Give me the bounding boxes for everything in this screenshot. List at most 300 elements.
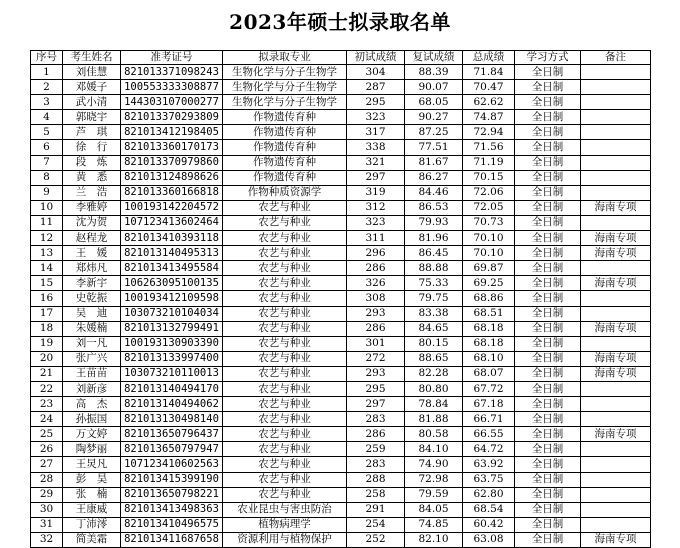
index-cell: 23: [31, 397, 63, 412]
study-mode-cell: 全日制: [515, 321, 581, 336]
index-cell: 18: [31, 321, 63, 336]
initial-score-cell: 286: [347, 261, 405, 276]
remarks-cell: 海南专项: [581, 200, 651, 215]
retest-score-cell: 83.38: [405, 306, 463, 321]
name-cell: 简美霜: [63, 532, 121, 547]
table-row: [31, 291, 651, 306]
retest-score-cell: 79.93: [405, 215, 463, 230]
name-cell: 王 媛: [63, 246, 121, 261]
col-header-remarks: 备注: [581, 51, 651, 65]
index-cell: 27: [31, 457, 63, 472]
initial-score-cell: 338: [347, 140, 405, 155]
study-mode-cell: 全日制: [515, 276, 581, 291]
major-cell: 农艺与种业: [223, 427, 347, 442]
retest-score-cell: 75.33: [405, 276, 463, 291]
remarks-cell: 海南专项: [581, 351, 651, 366]
initial-score-cell: 286: [347, 427, 405, 442]
initial-score-cell: 326: [347, 276, 405, 291]
remarks-cell: [581, 80, 651, 95]
index-cell: 16: [31, 291, 63, 306]
remarks-cell: [581, 442, 651, 457]
initial-score-cell: 323: [347, 110, 405, 125]
remarks-cell: [581, 472, 651, 487]
table-row: [31, 155, 651, 170]
name-cell: 芦 琪: [63, 125, 121, 140]
total-score-cell: 72.06: [463, 185, 515, 200]
total-score-cell: 71.84: [463, 65, 515, 80]
table-row: [31, 231, 651, 246]
name-cell: 张广兴: [63, 351, 121, 366]
index-cell: 26: [31, 442, 63, 457]
major-cell: 生物化学与分子生物学: [223, 65, 347, 80]
study-mode-cell: 全日制: [515, 412, 581, 427]
study-mode-cell: 全日制: [515, 291, 581, 306]
major-cell: 作物遗传育种: [223, 170, 347, 185]
retest-score-cell: 84.10: [405, 442, 463, 457]
study-mode-cell: 全日制: [515, 110, 581, 125]
retest-score-cell: 68.05: [405, 95, 463, 110]
remarks-cell: [581, 457, 651, 472]
study-mode-cell: 全日制: [515, 487, 581, 502]
initial-score-cell: 323: [347, 215, 405, 230]
remarks-cell: [581, 291, 651, 306]
table-row: [31, 532, 651, 547]
exam-id-cell: 100553333308877: [121, 80, 223, 95]
initial-score-cell: 254: [347, 517, 405, 532]
major-cell: 农艺与种业: [223, 200, 347, 215]
total-score-cell: 62.62: [463, 95, 515, 110]
study-mode-cell: 全日制: [515, 200, 581, 215]
initial-score-cell: 293: [347, 366, 405, 381]
remarks-cell: 海南专项: [581, 231, 651, 246]
remarks-cell: [581, 412, 651, 427]
major-cell: 农业昆虫与害虫防治: [223, 502, 347, 517]
initial-score-cell: 321: [347, 155, 405, 170]
name-cell: 段 炼: [63, 155, 121, 170]
index-cell: 1: [31, 65, 63, 80]
major-cell: 农艺与种业: [223, 442, 347, 457]
major-cell: 农艺与种业: [223, 366, 347, 381]
name-cell: 郑炜凡: [63, 261, 121, 276]
study-mode-cell: 全日制: [515, 457, 581, 472]
name-cell: 李新宇: [63, 276, 121, 291]
major-cell: 作物遗传育种: [223, 125, 347, 140]
index-cell: 4: [31, 110, 63, 125]
retest-score-cell: 79.75: [405, 291, 463, 306]
exam-id-cell: 144303107000277: [121, 95, 223, 110]
exam-id-cell: 821013412198405: [121, 125, 223, 140]
initial-score-cell: 296: [347, 246, 405, 261]
exam-id-cell: 821013132799491: [121, 321, 223, 336]
initial-score-cell: 312: [347, 200, 405, 215]
table-row: [31, 502, 651, 517]
remarks-cell: [581, 306, 651, 321]
total-score-cell: 68.51: [463, 306, 515, 321]
study-mode-cell: 全日制: [515, 517, 581, 532]
retest-score-cell: 82.10: [405, 532, 463, 547]
retest-score-cell: 86.45: [405, 246, 463, 261]
remarks-cell: [581, 215, 651, 230]
exam-id-cell: 821013371098243: [121, 65, 223, 80]
major-cell: 植物病理学: [223, 517, 347, 532]
exam-id-cell: 821013140494062: [121, 397, 223, 412]
table-row: [31, 442, 651, 457]
exam-id-cell: 821013140495313: [121, 246, 223, 261]
table-row: [31, 110, 651, 125]
total-score-cell: 69.87: [463, 261, 515, 276]
major-cell: 生物化学与分子生物学: [223, 80, 347, 95]
table-row: [31, 261, 651, 276]
table-row: [31, 246, 651, 261]
major-cell: 农艺与种业: [223, 472, 347, 487]
study-mode-cell: 全日制: [515, 397, 581, 412]
study-mode-cell: 全日制: [515, 532, 581, 547]
major-cell: 农艺与种业: [223, 351, 347, 366]
table-row: [31, 321, 651, 336]
study-mode-cell: 全日制: [515, 472, 581, 487]
initial-score-cell: 317: [347, 125, 405, 140]
exam-id-cell: 100193412109598: [121, 291, 223, 306]
total-score-cell: 69.25: [463, 276, 515, 291]
total-score-cell: 74.87: [463, 110, 515, 125]
major-cell: 农艺与种业: [223, 246, 347, 261]
table-row: [31, 276, 651, 291]
remarks-cell: 海南专项: [581, 366, 651, 381]
remarks-cell: [581, 95, 651, 110]
retest-score-cell: 78.84: [405, 397, 463, 412]
name-cell: 徐 行: [63, 140, 121, 155]
study-mode-cell: 全日制: [515, 231, 581, 246]
study-mode-cell: 全日制: [515, 351, 581, 366]
name-cell: 武小清: [63, 95, 121, 110]
remarks-cell: [581, 170, 651, 185]
total-score-cell: 70.47: [463, 80, 515, 95]
initial-score-cell: 297: [347, 170, 405, 185]
table-row: [31, 351, 651, 366]
study-mode-cell: 全日制: [515, 502, 581, 517]
name-cell: 张 楠: [63, 487, 121, 502]
study-mode-cell: 全日制: [515, 125, 581, 140]
study-mode-cell: 全日制: [515, 381, 581, 396]
remarks-cell: [581, 155, 651, 170]
major-cell: 农艺与种业: [223, 381, 347, 396]
study-mode-cell: 全日制: [515, 427, 581, 442]
total-score-cell: 68.10: [463, 351, 515, 366]
total-score-cell: 60.42: [463, 517, 515, 532]
table-row: [31, 185, 651, 200]
name-cell: 赵程龙: [63, 231, 121, 246]
name-cell: 彭 昊: [63, 472, 121, 487]
exam-id-cell: 821013411687658: [121, 532, 223, 547]
initial-score-cell: 293: [347, 306, 405, 321]
index-cell: 15: [31, 276, 63, 291]
name-cell: 刘一凡: [63, 336, 121, 351]
remarks-cell: 海南专项: [581, 321, 651, 336]
retest-score-cell: 81.67: [405, 155, 463, 170]
initial-score-cell: 304: [347, 65, 405, 80]
exam-id-cell: 821013360166818: [121, 185, 223, 200]
study-mode-cell: 全日制: [515, 442, 581, 457]
remarks-cell: 海南专项: [581, 276, 651, 291]
initial-score-cell: 295: [347, 381, 405, 396]
study-mode-cell: 全日制: [515, 155, 581, 170]
name-cell: 刘佳慧: [63, 65, 121, 80]
remarks-cell: [581, 65, 651, 80]
initial-score-cell: 259: [347, 442, 405, 457]
name-cell: 王炅凡: [63, 457, 121, 472]
remarks-cell: [581, 110, 651, 125]
index-cell: 6: [31, 140, 63, 155]
total-score-cell: 70.73: [463, 215, 515, 230]
major-cell: 农艺与种业: [223, 291, 347, 306]
retest-score-cell: 88.88: [405, 261, 463, 276]
exam-id-cell: 821013650797947: [121, 442, 223, 457]
retest-score-cell: 86.53: [405, 200, 463, 215]
exam-id-cell: 100193130903390: [121, 336, 223, 351]
index-cell: 3: [31, 95, 63, 110]
index-cell: 29: [31, 487, 63, 502]
major-cell: 农艺与种业: [223, 306, 347, 321]
exam-id-cell: 100193142204572: [121, 200, 223, 215]
retest-score-cell: 86.27: [405, 170, 463, 185]
remarks-cell: [581, 397, 651, 412]
total-score-cell: 68.18: [463, 336, 515, 351]
index-cell: 25: [31, 427, 63, 442]
initial-score-cell: 291: [347, 502, 405, 517]
exam-id-cell: 821013413495584: [121, 261, 223, 276]
major-cell: 作物遗传育种: [223, 155, 347, 170]
initial-score-cell: 319: [347, 185, 405, 200]
retest-score-cell: 88.65: [405, 351, 463, 366]
table-row: [31, 427, 651, 442]
table-row: [31, 65, 651, 80]
col-header-initial-score: 初试成绩: [347, 51, 405, 65]
exam-id-cell: 821013360170173: [121, 140, 223, 155]
retest-score-cell: 87.25: [405, 125, 463, 140]
total-score-cell: 72.94: [463, 125, 515, 140]
major-cell: 作物种质资源学: [223, 185, 347, 200]
index-cell: 2: [31, 80, 63, 95]
retest-score-cell: 80.58: [405, 427, 463, 442]
index-cell: 21: [31, 366, 63, 381]
table-row: [31, 125, 651, 140]
retest-score-cell: 90.07: [405, 80, 463, 95]
index-cell: 19: [31, 336, 63, 351]
exam-id-cell: 821013370979860: [121, 155, 223, 170]
table-row: [31, 412, 651, 427]
total-score-cell: 66.55: [463, 427, 515, 442]
name-cell: 王康威: [63, 502, 121, 517]
total-score-cell: 70.10: [463, 231, 515, 246]
initial-score-cell: 295: [347, 95, 405, 110]
name-cell: 郭晓宇: [63, 110, 121, 125]
total-score-cell: 66.71: [463, 412, 515, 427]
col-header-exam-id: 准考证号: [121, 51, 223, 65]
index-cell: 24: [31, 412, 63, 427]
initial-score-cell: 272: [347, 351, 405, 366]
table-row: [31, 381, 651, 396]
total-score-cell: 67.72: [463, 381, 515, 396]
retest-score-cell: 84.46: [405, 185, 463, 200]
name-cell: 李雅婷: [63, 200, 121, 215]
remarks-cell: [581, 517, 651, 532]
remarks-cell: [581, 140, 651, 155]
initial-score-cell: 301: [347, 336, 405, 351]
index-cell: 22: [31, 381, 63, 396]
table-row: [31, 517, 651, 532]
retest-score-cell: 74.90: [405, 457, 463, 472]
retest-score-cell: 80.80: [405, 381, 463, 396]
table-header-row: [31, 51, 651, 65]
table-row: [31, 366, 651, 381]
exam-id-cell: 103073210110013: [121, 366, 223, 381]
retest-score-cell: 74.85: [405, 517, 463, 532]
retest-score-cell: 72.98: [405, 472, 463, 487]
exam-id-cell: 821013415399190: [121, 472, 223, 487]
study-mode-cell: 全日制: [515, 65, 581, 80]
study-mode-cell: 全日制: [515, 306, 581, 321]
index-cell: 14: [31, 261, 63, 276]
total-score-cell: 68.07: [463, 366, 515, 381]
name-cell: 陶梦丽: [63, 442, 121, 457]
exam-id-cell: 103073210104034: [121, 306, 223, 321]
retest-score-cell: 84.05: [405, 502, 463, 517]
exam-id-cell: 821013650796437: [121, 427, 223, 442]
major-cell: 农艺与种业: [223, 336, 347, 351]
index-cell: 8: [31, 170, 63, 185]
index-cell: 20: [31, 351, 63, 366]
retest-score-cell: 79.59: [405, 487, 463, 502]
table-row: [31, 140, 651, 155]
table-row: [31, 95, 651, 110]
initial-score-cell: 308: [347, 291, 405, 306]
name-cell: 史乾振: [63, 291, 121, 306]
admission-table: [30, 50, 651, 548]
exam-id-cell: 821013124898626: [121, 170, 223, 185]
index-cell: 28: [31, 472, 63, 487]
table-row: [31, 200, 651, 215]
study-mode-cell: 全日制: [515, 95, 581, 110]
table-row: [31, 336, 651, 351]
col-header-index: 序号: [31, 51, 63, 65]
total-score-cell: 67.18: [463, 397, 515, 412]
major-cell: 生物化学与分子生物学: [223, 95, 347, 110]
name-cell: 高 杰: [63, 397, 121, 412]
remarks-cell: [581, 381, 651, 396]
index-cell: 9: [31, 185, 63, 200]
exam-id-cell: 821013410496575: [121, 517, 223, 532]
exam-id-cell: 107123410602563: [121, 457, 223, 472]
remarks-cell: [581, 185, 651, 200]
table-row: [31, 170, 651, 185]
initial-score-cell: 287: [347, 80, 405, 95]
table-row: [31, 397, 651, 412]
major-cell: 作物遗传育种: [223, 110, 347, 125]
exam-id-cell: 106263095100135: [121, 276, 223, 291]
name-cell: 吴 迪: [63, 306, 121, 321]
index-cell: 13: [31, 246, 63, 261]
name-cell: 丁沛澪: [63, 517, 121, 532]
major-cell: 资源利用与植物保护: [223, 532, 347, 547]
initial-score-cell: 297: [347, 397, 405, 412]
study-mode-cell: 全日制: [515, 140, 581, 155]
retest-score-cell: 80.15: [405, 336, 463, 351]
exam-id-cell: 821013413498363: [121, 502, 223, 517]
major-cell: 农艺与种业: [223, 487, 347, 502]
retest-score-cell: 84.65: [405, 321, 463, 336]
total-score-cell: 64.72: [463, 442, 515, 457]
retest-score-cell: 81.96: [405, 231, 463, 246]
study-mode-cell: 全日制: [515, 185, 581, 200]
table-row: [31, 457, 651, 472]
remarks-cell: [581, 502, 651, 517]
name-cell: 沈为贺: [63, 215, 121, 230]
total-score-cell: 70.15: [463, 170, 515, 185]
name-cell: 刘新彦: [63, 381, 121, 396]
remarks-cell: 海南专项: [581, 532, 651, 547]
total-score-cell: 68.18: [463, 321, 515, 336]
retest-score-cell: 77.51: [405, 140, 463, 155]
total-score-cell: 62.80: [463, 487, 515, 502]
index-cell: 17: [31, 306, 63, 321]
total-score-cell: 63.08: [463, 532, 515, 547]
study-mode-cell: 全日制: [515, 80, 581, 95]
table-row: [31, 487, 651, 502]
initial-score-cell: 311: [347, 231, 405, 246]
name-cell: 孙振国: [63, 412, 121, 427]
remarks-cell: [581, 261, 651, 276]
major-cell: 农艺与种业: [223, 261, 347, 276]
major-cell: 农艺与种业: [223, 457, 347, 472]
page-title: 2023年硕士拟录取名单: [229, 10, 451, 34]
index-cell: 7: [31, 155, 63, 170]
total-score-cell: 68.86: [463, 291, 515, 306]
index-cell: 32: [31, 532, 63, 547]
remarks-cell: [581, 487, 651, 502]
major-cell: 作物遗传育种: [223, 140, 347, 155]
initial-score-cell: 283: [347, 412, 405, 427]
study-mode-cell: 全日制: [515, 246, 581, 261]
study-mode-cell: 全日制: [515, 336, 581, 351]
major-cell: 农艺与种业: [223, 276, 347, 291]
name-cell: 万文婷: [63, 427, 121, 442]
study-mode-cell: 全日制: [515, 261, 581, 276]
col-header-major: 拟录取专业: [223, 51, 347, 65]
table-row: [31, 80, 651, 95]
col-header-total-score: 总成绩: [463, 51, 515, 65]
col-header-study-mode: 学习方式: [515, 51, 581, 65]
initial-score-cell: 286: [347, 321, 405, 336]
total-score-cell: 63.92: [463, 457, 515, 472]
major-cell: 农艺与种业: [223, 397, 347, 412]
index-cell: 31: [31, 517, 63, 532]
table-row: [31, 306, 651, 321]
exam-id-cell: 821013370293809: [121, 110, 223, 125]
remarks-cell: 海南专项: [581, 427, 651, 442]
total-score-cell: 70.10: [463, 246, 515, 261]
total-score-cell: 71.56: [463, 140, 515, 155]
retest-score-cell: 82.28: [405, 366, 463, 381]
initial-score-cell: 258: [347, 487, 405, 502]
retest-score-cell: 81.88: [405, 412, 463, 427]
study-mode-cell: 全日制: [515, 170, 581, 185]
col-header-retest-score: 复试成绩: [405, 51, 463, 65]
exam-id-cell: 821013130498140: [121, 412, 223, 427]
table-row: [31, 215, 651, 230]
name-cell: 黄 悉: [63, 170, 121, 185]
remarks-cell: 海南专项: [581, 246, 651, 261]
remarks-cell: [581, 336, 651, 351]
